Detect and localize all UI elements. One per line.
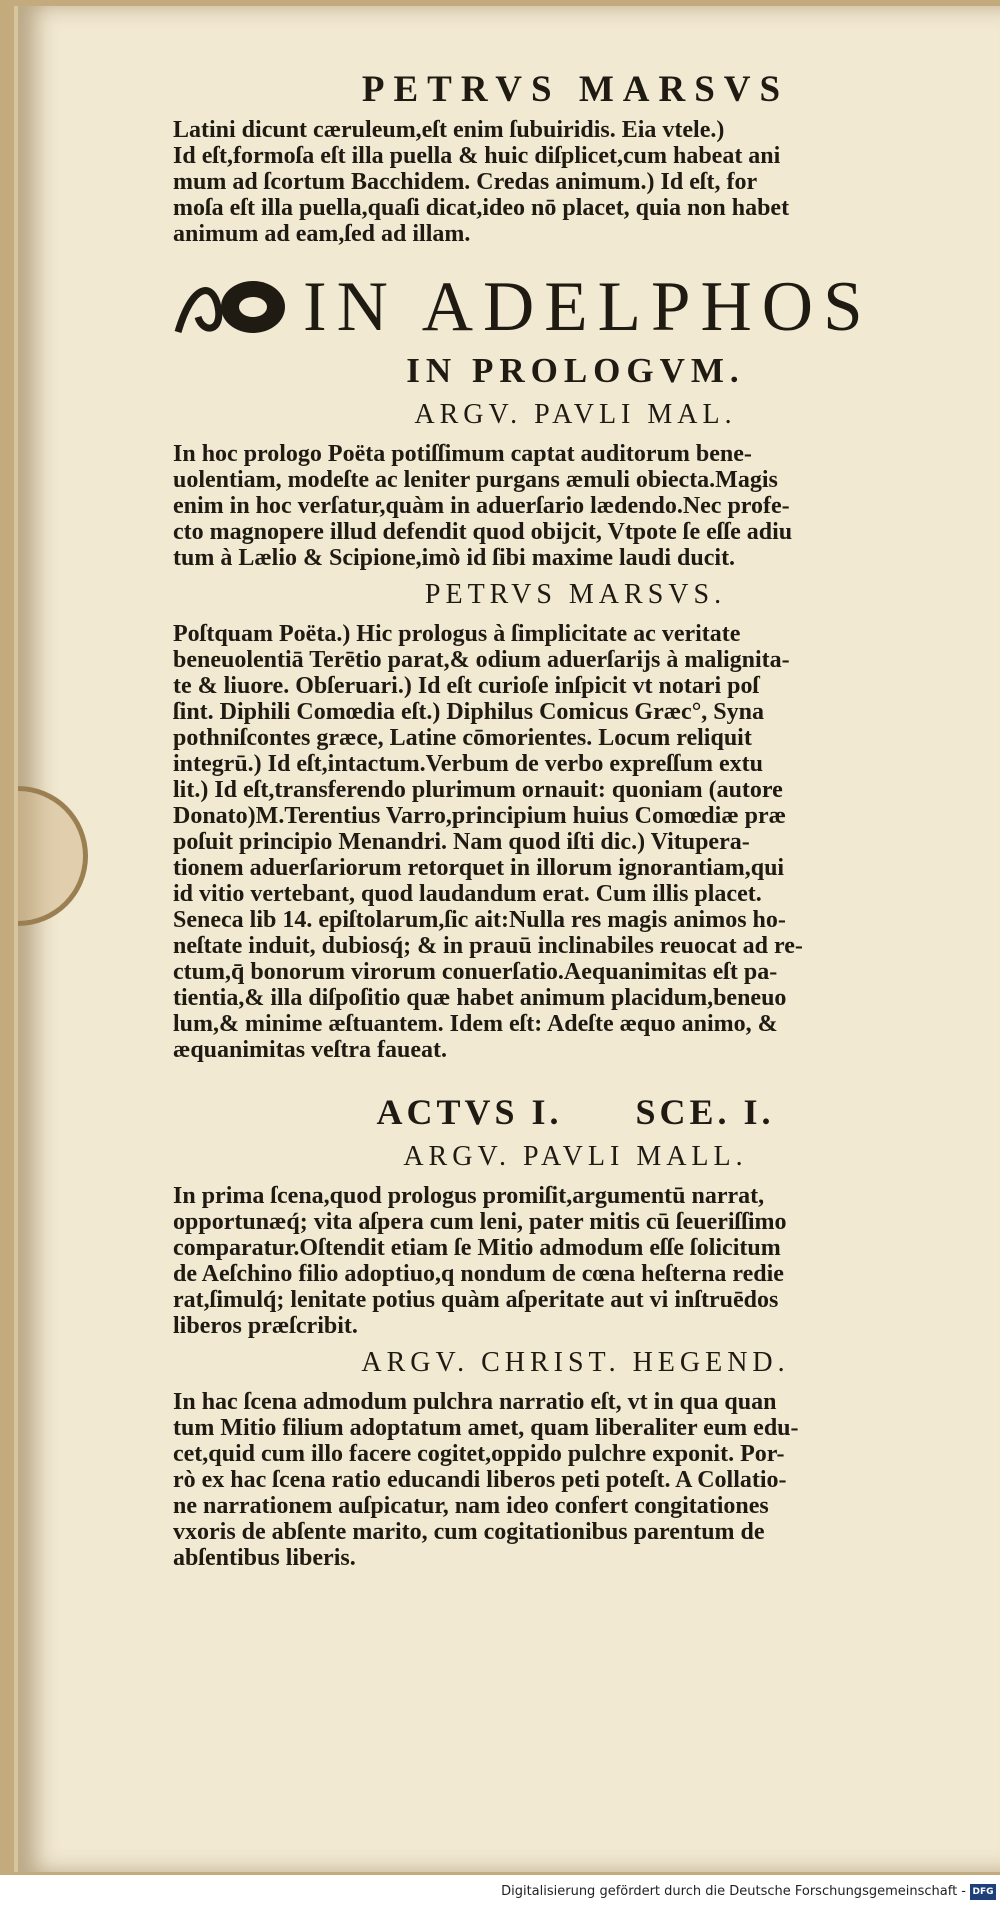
book-page <box>14 6 1000 1872</box>
text-line: mum ad ſcortum Bacchidem. Credas animum.) Id eſt, for <box>173 169 758 195</box>
text-line: In prima ſcena,quod prologus promiſit,argumentū narrat, <box>173 1183 765 1209</box>
text-line: Seneca lib 14. epiſtolarum,ſic ait:Nulla res magis animos ho- <box>173 907 786 933</box>
text-line: pothniſcontes græce, Latine cōmorientes. Locum reliquit <box>173 725 752 751</box>
paragraph-3 <box>173 1183 978 1339</box>
fleuron-ornament-icon <box>173 272 293 342</box>
dfg-logo-icon: DFG <box>970 1884 996 1900</box>
text-line: opportunæq́; vita aſpera cum leni, pater mitis cū ſeueriſſimo <box>173 1209 787 1235</box>
text-line: de Aeſchino filio adoptiuo,q nondum de cœna heſterna redie <box>173 1261 784 1287</box>
text-line: vxoris de abſente marito, cum cogitationibus parentum de <box>173 1519 765 1545</box>
argument-heading-4: ARGV. CHRIST. HEGEND. <box>361 1347 790 1378</box>
text-block <box>173 68 978 1577</box>
argument-heading-3: ARGV. PAVLI MALL. <box>403 1141 748 1172</box>
text-line: In hoc prologo Poëta potiſſimum captat auditorum bene- <box>173 441 752 467</box>
text-line: rat,ſimulq́; lenitate potius quàm aſperitate aut vi inſtruēdos <box>173 1287 779 1313</box>
argument-heading-1: ARGV. PAVLI MAL. <box>414 399 737 430</box>
text-line: ne narrationem auſpicatur, nam ideo confert congitationes <box>173 1493 769 1519</box>
text-line: rò ex hac ſcena ratio educandi liberos peti poteſt. A Collatio- <box>173 1467 787 1493</box>
text-line: Poſtquam Poëta.) Hic prologus à ſimplicitate ac veritate <box>173 621 741 647</box>
footer-bar <box>0 1875 1000 1906</box>
text-line: id vitio vertebant, quod laudandum erat. Cum illis placet. <box>173 881 762 907</box>
text-line: lit.) Id eſt,transferendo plurimum ornauit: quoniam (autore <box>173 777 783 803</box>
section-heading <box>173 1091 978 1133</box>
text-line: abſentibus liberis. <box>173 1545 356 1571</box>
text-line: Id eſt,formoſa eſt illa puella & huic diſplicet,cum habeat ani <box>173 143 781 169</box>
scene-label: SCE. I. <box>635 1092 775 1132</box>
top-paragraph <box>173 117 978 247</box>
text-line: ctum,q̄ bonorum virorum conuerſatio.Aequanimitas eſt pa- <box>173 959 778 985</box>
subtitle: IN PROLOGVM. <box>406 351 745 390</box>
text-line: beneuolentiā Terētio parat,& odium aduerſarijs à malignita- <box>173 647 790 673</box>
text-line: animum ad eam,ſed ad illam. <box>173 221 471 247</box>
running-head: PETRVS MARSVS <box>361 69 790 110</box>
book-clasp <box>18 786 88 926</box>
text-line: te & liuore. Obſeruari.) Id eſt curioſe inſpicit vt notari poſ <box>173 673 760 699</box>
text-line: moſa eſt illa puella,quaſi dicat,ideo nō placet, quia non habet <box>173 195 790 221</box>
text-line: tum à Lælio & Scipione,imò id ſibi maxime laudi ducit. <box>173 545 736 571</box>
footer-credit: Digitalisierung gefördert durch die Deutsche Forschungsgemeinschaft - <box>501 1884 966 1899</box>
paragraph-1 <box>173 441 978 571</box>
act-label: ACTVS I. <box>376 1092 563 1132</box>
text-line: integrū.) Id eſt,intactum.Verbum de verbo expreſſum extu <box>173 751 763 777</box>
text-line: Donato)M.Terentius Varro,principium huius Comœdiæ præ <box>173 803 786 829</box>
text-line: neſtate induit, dubiosq́; & in prauū inclinabiles reuocat ad re- <box>173 933 803 959</box>
text-line: ſint. Diphili Comœdia eſt.) Diphilus Comicus Græc°, Syna <box>173 699 764 725</box>
text-line: æquanimitas veſtra faueat. <box>173 1037 447 1063</box>
main-title: IN ADELPHOS <box>303 268 873 346</box>
text-line: Latini dicunt cæruleum,eſt enim ſubuiridis. Eia vtele.) <box>173 117 725 143</box>
text-line: tientia,& illa diſpoſitio quæ habet animum placidum,beneuo <box>173 985 787 1011</box>
text-line: lum,& minime æſtuantem. Idem eſt: Adeſte æquo animo, & <box>173 1011 778 1037</box>
text-line: cet,quid cum illo facere cogitet,oppido pulchre exponit. Por- <box>173 1441 785 1467</box>
paragraph-4 <box>173 1389 978 1571</box>
text-line: enim in hoc verſatur,quàm in aduerſario lædendo.Nec profe- <box>173 493 790 519</box>
text-line: comparatur.Oſtendit etiam ſe Mitio admodum eſſe ſolicitum <box>173 1235 781 1261</box>
text-line: In hac ſcena admodum pulchra narratio eſt, vt in qua quan <box>173 1389 777 1415</box>
text-line: poſuit principio Menandri. Nam quod iſti dic.) Vitupera- <box>173 829 750 855</box>
title-row <box>173 267 978 347</box>
text-line: cto magnopere illud defendit quod obijcit, Vtpote ſe eſſe adiu <box>173 519 793 545</box>
text-line: liberos præſcribit. <box>173 1313 358 1339</box>
text-line: tionem aduerſariorum retorquet in illorum ignorantiam,qui <box>173 855 785 881</box>
text-line: uolentiam, modeſte ac leniter purgans æmuli obiecta.Magis <box>173 467 778 493</box>
argument-heading-2: PETRVS MARSVS. <box>424 579 727 610</box>
paragraph-2 <box>173 621 978 1063</box>
text-line: tum Mitio filium adoptatum amet, quam liberaliter eum edu- <box>173 1415 799 1441</box>
